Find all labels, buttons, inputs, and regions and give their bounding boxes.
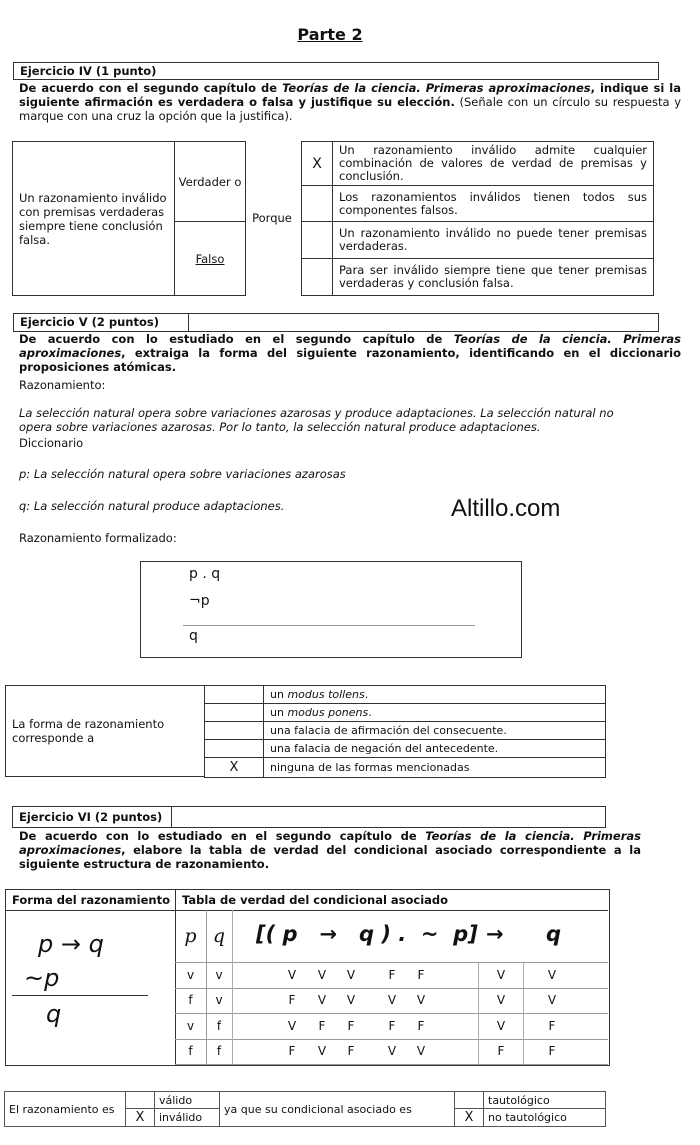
conclusion: q [189, 628, 198, 644]
razonamiento-text: La selección natural opera sobre variaciones azarosas y produce adaptaciones. La selección natural no opera sobre variaciones azarosas. Por lo tanto, la selección natural produce adaptaciones. [19, 406, 614, 434]
tt-cell-formula: V [387, 993, 397, 1007]
col2-header: Tabla de verdad del condicional asociado [182, 893, 449, 907]
form-mark[interactable] [205, 686, 264, 704]
tt-cell-formula: F [347, 1019, 355, 1033]
col1-header: Forma del razonamiento [12, 893, 170, 907]
tt-col-divider [232, 910, 233, 1064]
tt-cell-q: v [206, 988, 233, 1013]
no-tautologico-option: no tautológico [484, 1109, 606, 1127]
tt-cell-p: f [175, 988, 207, 1013]
tt-header-q: q [206, 910, 233, 962]
tt-cell-formula: V [317, 993, 327, 1007]
form-option: una falacia de negación del antecedente. [264, 740, 606, 758]
form-mark[interactable] [205, 740, 264, 758]
tt-cell-formula: V [287, 968, 297, 982]
tt-cell-formula: V [346, 993, 356, 1007]
formalizado-label: Razonamiento formalizado: [19, 531, 177, 545]
valid-mark[interactable] [126, 1092, 155, 1109]
tt-cell-formula: V [317, 968, 327, 982]
option-text: Un razonamiento inválido admite cualquier combinación de valores de verdad de premisas y conclusión. [333, 142, 654, 186]
conclusion-line [183, 625, 475, 626]
tautologico-option: tautológico [484, 1092, 606, 1109]
dict-p: p: La selección natural opera sobre variaciones azarosas [19, 467, 346, 481]
ex6-conclusion-table [4, 1091, 606, 1127]
tt-cell-conclusion: V [547, 968, 557, 982]
ex4-options-table [301, 141, 654, 296]
valido-option: válido [155, 1092, 220, 1109]
tt-q-conclusion: q [546, 922, 562, 946]
tt-cell-q: f [206, 1039, 233, 1064]
tt-cell-formula: V [416, 993, 426, 1007]
formalized-box [140, 561, 522, 658]
option-mark[interactable] [302, 259, 333, 296]
tt-cell-formula: V [287, 1019, 297, 1033]
divider [5, 910, 608, 911]
ex5-header: Ejercicio V (2 puntos) [14, 314, 189, 331]
tt-cell-formula: F [388, 1019, 396, 1033]
tt-row-divider [175, 1064, 608, 1065]
razonamiento-label: Razonamiento: [19, 378, 106, 392]
option-text: Los razonamientos inválidos tienen todos sus componentes falsos. [333, 186, 654, 222]
tt-cell-p: f [175, 1039, 207, 1064]
tt-cell-formula: V [416, 1044, 426, 1058]
form-conclusion-line [12, 995, 148, 996]
tt-cell-conclusion: F [548, 1019, 556, 1033]
invalido-option: inválido [155, 1109, 220, 1127]
tt-cell-formula: F [417, 968, 425, 982]
ex4-header: Ejercicio IV (1 punto) [13, 62, 659, 80]
tt-cell-result: V [496, 968, 506, 982]
taut-mark[interactable] [455, 1092, 484, 1109]
ex5-instructions: De acuerdo con lo estudiado en el segundo capítulo de Teorías de la ciencia. Primeras aproximaciones, extraiga la forma del siguiente razonamiento, identificando en el diccionario proposiciones atómicas. [19, 332, 681, 374]
tt-cell-result: V [496, 1019, 506, 1033]
form-option: una falacia de afirmación del consecuente. [264, 722, 606, 740]
tt-cell-formula: V [317, 1044, 327, 1058]
tt-cell-p: v [175, 963, 207, 988]
tt-col-divider [478, 963, 479, 1064]
form-option: un modus tollens. [264, 686, 606, 704]
tt-cell-formula: F [288, 1044, 296, 1058]
form-line-1: p → q [38, 930, 104, 958]
form-line-3: q [46, 1000, 62, 1028]
tt-cell-formula: F [347, 1044, 355, 1058]
ex6-header-box [12, 806, 606, 828]
ex4-instructions: De acuerdo con el segundo capítulo de Teorías de la ciencia. Primeras aproximaciones, indique si la siguiente afirmación es verdadera o falsa y justifique su elección. (Señale con un círculo su respuesta y marque con una cruz la opción que la justifica). [19, 81, 682, 123]
tt-cell-formula: F [318, 1019, 326, 1033]
diccionario-label: Diccionario [19, 436, 84, 450]
option-mark[interactable] [302, 222, 333, 259]
form-options-table [204, 685, 606, 778]
tt-cell-formula: F [288, 993, 296, 1007]
tt-cell-formula: V [387, 1044, 397, 1058]
ex6-instructions: De acuerdo con lo estudiado en el segundo capítulo de Teorías de la ciencia. Primeras aproximaciones, elabore la tabla de verdad del condicional asociado correspondiente a la siguiente estructura de razonamiento. [19, 829, 641, 871]
tt-header-p: p [175, 910, 207, 962]
form-mark[interactable] [205, 704, 264, 722]
bottom-label: El razonamiento es [5, 1092, 126, 1127]
tt-cell-result: V [496, 993, 506, 1007]
porque-label: Porque [252, 211, 292, 225]
tt-cell-formula: F [388, 968, 396, 982]
ex6-header: Ejercicio VI (2 puntos) [13, 807, 172, 827]
falso-option[interactable]: Falso [195, 251, 225, 266]
tt-formula: [( p → q ) . ~ p] [256, 922, 478, 946]
page-title: Parte 2 [297, 25, 363, 44]
tt-cell-q: f [206, 1014, 233, 1039]
tt-cell-conclusion: V [547, 993, 557, 1007]
ya-que-label: ya que su condicional asociado es [220, 1092, 455, 1127]
ex5-header-box [13, 313, 659, 332]
option-text: Para ser inválido siempre tiene que tener premisas verdaderas y conclusión falsa. [333, 259, 654, 296]
tt-cell-result: F [497, 1044, 505, 1058]
watermark: Altillo.com [451, 495, 561, 522]
form-line-2: ~p [24, 964, 60, 992]
option-text: Un razonamiento inválido no puede tener premisas verdaderas. [333, 222, 654, 259]
form-mark[interactable]: X [205, 758, 264, 778]
no-taut-mark[interactable]: X [455, 1109, 484, 1127]
dict-q: q: La selección natural produce adaptaciones. [19, 499, 285, 513]
tt-cell-formula: F [417, 1019, 425, 1033]
invalid-mark[interactable]: X [126, 1109, 155, 1127]
form-mark[interactable] [205, 722, 264, 740]
tt-cell-p: v [175, 1014, 207, 1039]
form-label-box [5, 685, 205, 777]
form-label: La forma de razonamiento corresponde a [12, 717, 165, 745]
tt-cell-q: v [206, 963, 233, 988]
tt-main-arrow: → [486, 922, 504, 946]
option-mark[interactable]: X [302, 142, 333, 186]
ex4-statement-box [12, 141, 246, 296]
tt-col-divider [523, 963, 524, 1064]
verdadero-option[interactable]: Verdader o [175, 142, 245, 222]
option-mark[interactable] [302, 186, 333, 222]
ex4-statement: Un razonamiento inválido con premisas verdaderas siempre tiene conclusión falsa. [19, 190, 167, 247]
tt-cell-formula: V [346, 968, 356, 982]
form-option: un modus ponens. [264, 704, 606, 722]
premise-2: ¬p [189, 593, 210, 609]
premise-1: p . q [189, 566, 221, 582]
form-option: ninguna de las formas mencionadas [264, 758, 606, 778]
tt-cell-conclusion: F [548, 1044, 556, 1058]
